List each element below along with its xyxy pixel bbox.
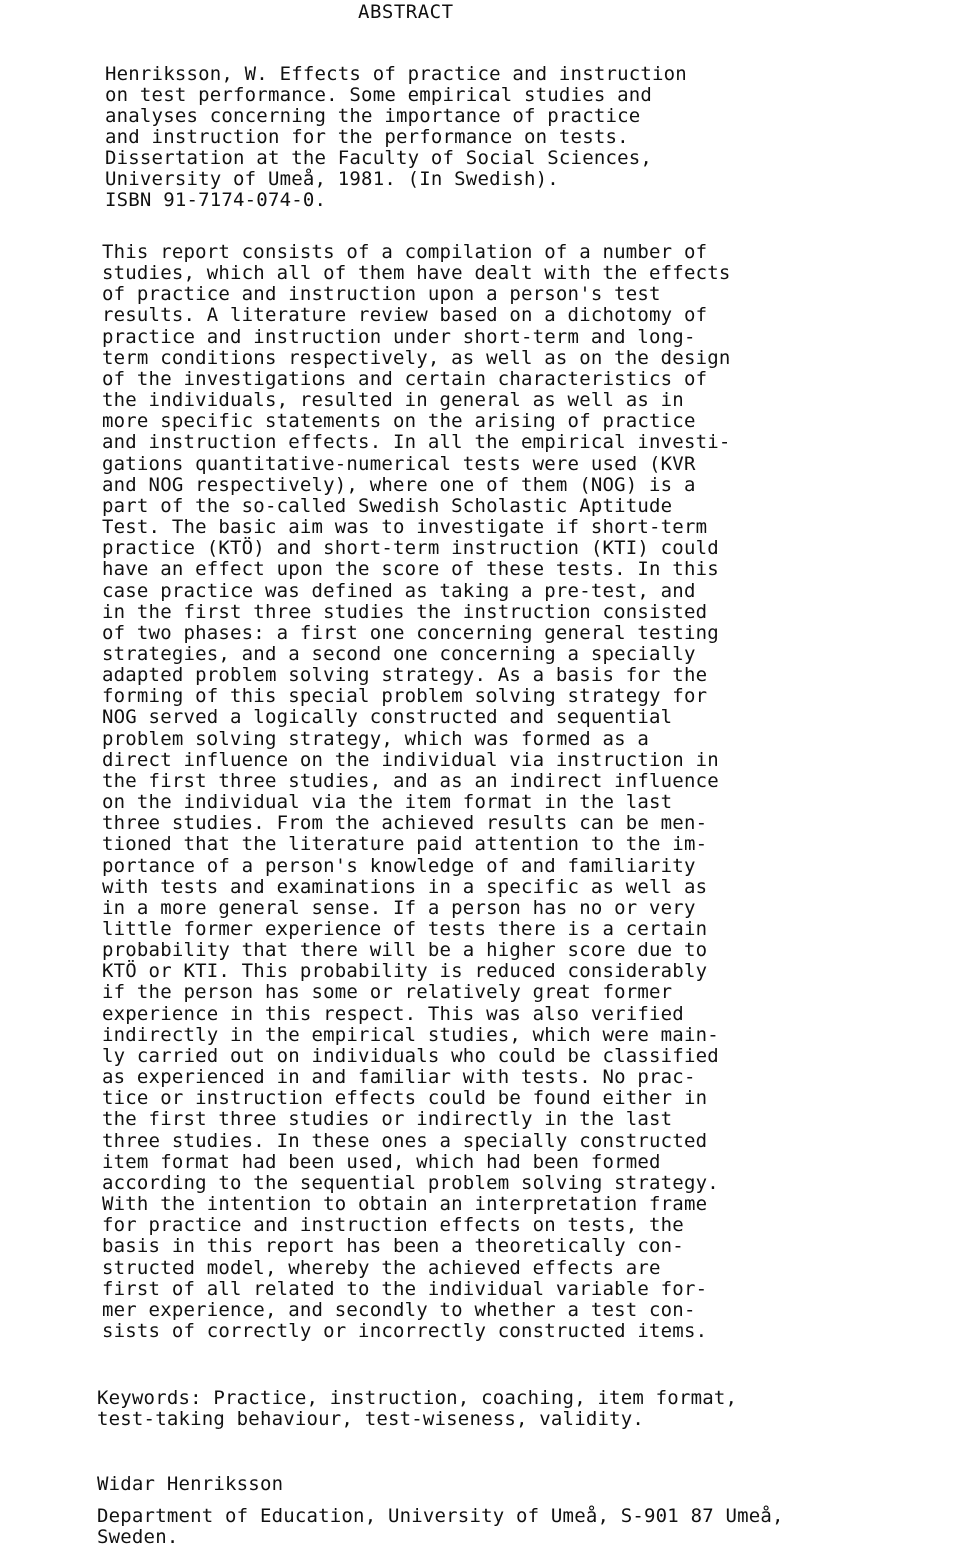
author-name: Widar Henriksson (97, 1473, 284, 1495)
author-affiliation: Department of Education, University of Umeå, S-901 87 Umeå, Sweden. (97, 1505, 784, 1548)
keywords-paragraph: Keywords: Practice, instruction, coaching, item format, test-taking behaviour, test-wiseness, validity. (97, 1387, 738, 1430)
citation-paragraph: Henriksson, W. Effects of practice and instruction on test performance. Some empirical studies and analyses concerning the importance of practice and instruction for the performance on tests. Dissertation at the Faculty of Social Sciences, University of Umeå, 1981. (In Swedish). ISBN 91-7174-074-0. (105, 63, 687, 211)
page-title: ABSTRACT (358, 1, 454, 23)
abstract-body-paragraph: This report consists of a compilation of a number of studies, which all of them have dealt with the effects of practice and instruction upon a person's test results. A literature review based on a dichotomy of practice and instruction under short-term and long- term conditions respectively, as well as on the design of the investigations and certain characteristics of the individuals, resulted in general as well as in more specific statements on the arising of practice and instruction effects. In all the empirical investi- gations quantitative-numerical tests were used (KVR and NOG respectively), where one of them (NOG) is a part of the so-called Swedish Scholastic Aptitude Test. The basic aim was to investigate if short-term practice (KTÖ) and short-term instruction (KTI) could have an effect upon the score of these tests. In this case practice was defined as taking a pre-test, and in the first three studies the instruction consisted of two phases: a first one concerning general testing strategies, and a second one concerning a specially adapted problem solving strategy. As a basis for the forming of this special problem solving strategy for NOG served a logically constructed and sequential problem solving strategy, which was formed as a direct influence on the individual via instruction in the first three studies, and as an indirect influence on the individual via the item format in the last three studies. From the achieved results can be men- tioned that the literature paid attention to the im- portance of a person's knowledge of and familiarity with tests and examinations in a specific as well as in a more general sense. If a person has no or very little former experience of tests there is a certain probability that there will be a higher score due to KTÖ or KTI. This probability is reduced considerably if the person has some or relatively great former experience in this respect. This was also verified indirectly in the empirical studies, which were main- ly carried out on individuals who could be classified as experienced in and familiar with tests. No prac- tice or instruction effects could be found either in the first three studies or indirectly in the last three studies. In these ones a specially constructed item format had been used, which had been formed according to the sequential problem solving strategy. With the intention to obtain an interpretation frame for practice and instruction effects on tests, the basis in this report has been a theoretically con- structed model, whereby the achieved effects are first of all related to the individual variable for- mer experience, and secondly to whether a test con- sists of correctly or incorrectly constructed items. (102, 241, 731, 1342)
